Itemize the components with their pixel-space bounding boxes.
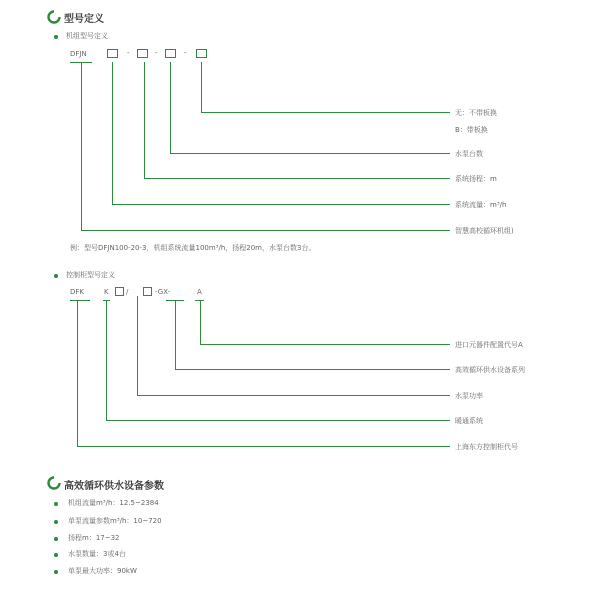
model-prefix: DFJN: [70, 50, 87, 58]
cabinet-prefix: DFK: [70, 288, 85, 296]
label-imported-components: 进口元器件配置代号A: [455, 341, 523, 349]
bullet: [54, 570, 58, 574]
label-pump-count: 水泵台数: [455, 150, 483, 158]
param-item: 机组流量m³/h：12.5~2384: [68, 499, 159, 507]
cabinet-k: K: [104, 288, 109, 296]
label-system-head: 系统扬程：m: [455, 175, 497, 183]
param-item: 扬程m：17~32: [68, 534, 120, 542]
dash: -: [155, 49, 158, 57]
label-system-flow: 系统流量：m³/h: [455, 201, 507, 209]
label-series: 高效循环供水设备系列: [455, 366, 525, 374]
label-pump-power: 水泵功率: [455, 392, 483, 400]
label-no-plate-exchanger: 无：不带板换: [455, 109, 497, 117]
bullet: [54, 520, 58, 524]
model-example: 例：型号DFJN100-20-3，机组系统流量100m³/h，扬程20m，水泵台数3台。: [70, 244, 316, 252]
bullet: [54, 274, 58, 278]
cabinet-model-subtitle: 控制柜型号定义: [66, 271, 115, 279]
label-hvac-system: 暖通系统: [455, 417, 483, 425]
cabinet-gx: -GX-: [155, 288, 171, 296]
section-logo-icon: [47, 476, 61, 490]
slash: /: [126, 288, 129, 296]
bullet: [54, 553, 58, 557]
bullet: [54, 502, 58, 506]
bullet: [54, 537, 58, 541]
param-item: 水泵数量：3或4台: [68, 550, 126, 558]
param-item: 单泵流量参数m³/h：10~720: [68, 517, 162, 525]
unit-model-subtitle: 机组型号定义: [66, 32, 108, 40]
section-title-model: 型号定义: [64, 14, 104, 25]
section-title-params: 高效循环供水设备参数: [64, 481, 164, 492]
cabinet-a: A: [197, 288, 202, 296]
label-with-plate-exchanger: B：带板换: [455, 126, 488, 134]
dash: -: [127, 49, 130, 57]
dash: -: [184, 49, 187, 57]
param-item: 单泵最大功率：90kW: [68, 567, 137, 575]
label-cabinet-code: 上海东方控制柜代号: [455, 443, 518, 451]
label-unit-name: 智慧高校循环机组): [455, 227, 514, 235]
